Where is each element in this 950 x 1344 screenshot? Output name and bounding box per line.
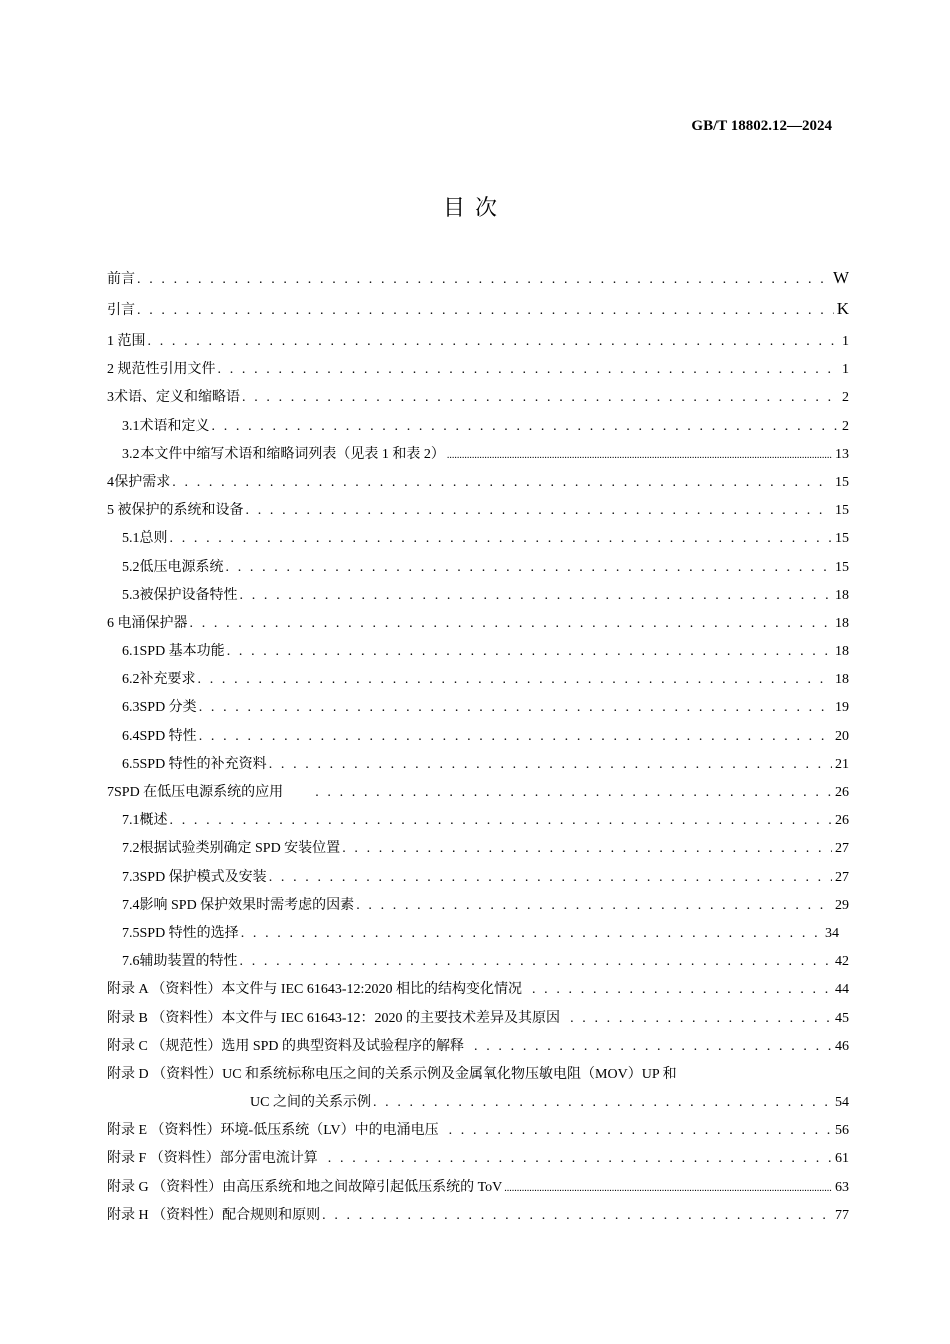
toc-leader xyxy=(148,334,840,350)
toc-entry-title: 概述 xyxy=(139,813,168,829)
toc-leader xyxy=(246,503,833,519)
toc-leader xyxy=(170,531,833,547)
toc-entry-page: 13 xyxy=(835,446,849,462)
toc-entry-number: 6.3 xyxy=(122,700,140,716)
toc-entry-title: 5 被保护的系统和设备 xyxy=(107,503,244,519)
toc-entry-page: 15 xyxy=(835,474,849,490)
toc-entry-title: 术语、定义和缩略语 xyxy=(114,390,240,406)
toc-entry-page: 18 xyxy=(835,644,849,660)
toc-entry-number: 7 xyxy=(107,785,114,800)
toc-entry[interactable] xyxy=(107,471,849,499)
toc-entry[interactable] xyxy=(107,866,849,894)
toc-entry-number: 7.1 xyxy=(122,813,140,829)
toc-leader xyxy=(447,450,832,461)
toc-entry-title: 引言 xyxy=(107,303,135,318)
toc-leader xyxy=(570,1011,832,1027)
table-of-contents xyxy=(107,268,849,1232)
toc-entry-title: 本文件中缩写术语和缩略词列表（见表 1 和表 2） xyxy=(140,446,445,462)
toc-entry-title: 附录 G （资料性）由高压系统和地之间故障引起低压系统的 ToV xyxy=(107,1179,503,1195)
toc-entry[interactable] xyxy=(107,612,849,640)
toc-entry-title: 术语和定义 xyxy=(139,418,210,434)
toc-entry[interactable] xyxy=(107,922,849,950)
toc-entry-page: 19 xyxy=(835,700,849,716)
toc-entry-title: SPD 特性的补充资料 xyxy=(139,756,267,772)
toc-entry-number: 7.5 xyxy=(122,925,140,941)
toc-leader xyxy=(342,841,832,857)
toc-entry[interactable] xyxy=(107,837,849,865)
toc-leader xyxy=(269,870,832,886)
toc-entry[interactable] xyxy=(107,1007,849,1035)
toc-entry-number: 5.1 xyxy=(122,531,140,547)
document-code: GB/T 18802.12—2024 xyxy=(691,118,832,134)
toc-entry-number: 3.1 xyxy=(122,418,140,434)
toc-entry-title: 附录 D （资料性）UC 和系统标称电压之间的关系示例及金属氧化物压敏电阻（MOV）UP 和 xyxy=(107,1066,677,1082)
toc-entry-number: 3 xyxy=(107,390,114,406)
toc-entry-title: 补充要求 xyxy=(139,672,196,688)
toc-leader xyxy=(532,982,832,998)
toc-entry[interactable] xyxy=(107,696,849,724)
toc-entry-page: 2 xyxy=(842,418,849,434)
toc-entry-number: 7.2 xyxy=(122,841,140,857)
toc-leader xyxy=(170,813,833,829)
toc-entry-number: 6.4 xyxy=(122,728,140,744)
toc-entry[interactable] xyxy=(107,753,849,781)
toc-entry[interactable] xyxy=(107,527,849,555)
toc-entry-title: SPD 保护模式及安装 xyxy=(139,869,267,885)
toc-entry-title: 1 范围 xyxy=(107,334,146,349)
toc-entry[interactable] xyxy=(107,725,849,753)
toc-leader xyxy=(504,1183,832,1194)
toc-entry-page: 63 xyxy=(835,1179,849,1195)
toc-entry-title: SPD 特性的选择 xyxy=(139,925,239,941)
toc-leader xyxy=(172,475,832,491)
toc-entry[interactable] xyxy=(107,556,849,584)
toc-entry-title: 附录 F （资料性）部分雷电流计算 xyxy=(107,1151,318,1167)
toc-entry-title: SPD 在低压电源系统的应用 xyxy=(114,785,284,800)
toc-entry-page: 26 xyxy=(835,813,849,829)
toc-leader xyxy=(449,1123,832,1139)
toc-entry[interactable] xyxy=(107,1147,849,1175)
toc-entry-page: 45 xyxy=(835,1010,849,1026)
toc-leader xyxy=(218,362,840,378)
toc-leader xyxy=(198,672,833,688)
toc-entry[interactable] xyxy=(107,1119,849,1147)
toc-leader xyxy=(241,926,822,942)
toc-leader xyxy=(240,954,833,970)
toc-entry-title: 辅助装置的特性 xyxy=(139,954,238,970)
toc-leader xyxy=(227,644,832,660)
toc-entry-number: 7.6 xyxy=(122,954,140,970)
toc-entry-number: 6.1 xyxy=(122,644,140,660)
toc-entry-page: 56 xyxy=(835,1123,849,1139)
toc-entry-page: 61 xyxy=(835,1151,849,1167)
toc-entry[interactable] xyxy=(107,330,849,358)
toc-entry-number: 5.3 xyxy=(122,587,140,603)
toc-entry-page: 2 xyxy=(842,390,849,406)
toc-entry-title: SPD 分类 xyxy=(139,700,197,716)
toc-entry-number: 3.2 xyxy=(122,446,140,462)
toc-entry-title: UC 之间的关系示例 xyxy=(250,1095,371,1111)
toc-entry[interactable] xyxy=(107,584,849,612)
toc-entry-page: 46 xyxy=(835,1038,849,1054)
toc-entry-title: 附录 B （资料性）本文件与 IEC 61643-12：2020 的主要技术差异及其原因 xyxy=(107,1010,561,1026)
toc-entry[interactable] xyxy=(107,268,849,299)
toc-leader xyxy=(373,1095,832,1111)
toc-entry[interactable] xyxy=(107,386,849,414)
toc-entry[interactable] xyxy=(107,894,849,922)
toc-entry-page: 26 xyxy=(835,785,849,800)
toc-entry-page: 1 xyxy=(842,334,849,349)
toc-entry-number: 6.5 xyxy=(122,756,140,772)
toc-leader xyxy=(137,272,830,288)
toc-entry[interactable] xyxy=(107,781,849,809)
toc-entry-title: SPD 基本功能 xyxy=(139,644,225,660)
toc-entry-title: SPD 特性 xyxy=(139,728,197,744)
toc-entry-number: 5.2 xyxy=(122,559,140,575)
toc-entry-page: 29 xyxy=(835,897,849,913)
toc-entry-title: 附录 E （资料性）环境-低压系统（LV）中的电涌电压 xyxy=(107,1123,439,1139)
toc-entry-page: 42 xyxy=(835,954,849,970)
toc-entry-page: 1 xyxy=(842,362,849,378)
toc-entry-page: 15 xyxy=(835,531,849,547)
toc-entry-title: 6 电涌保护器 xyxy=(107,615,188,631)
toc-entry[interactable] xyxy=(107,668,849,696)
toc-entry-number: 6.2 xyxy=(122,672,140,688)
toc-entry-page: 54 xyxy=(835,1095,849,1111)
toc-entry-number: 4 xyxy=(107,474,114,490)
toc-entry[interactable] xyxy=(107,950,849,978)
toc-entry-page: 44 xyxy=(835,982,849,998)
toc-entry-title: 附录 C （规范性）选用 SPD 的典型资料及试验程序的解释 xyxy=(107,1038,465,1054)
toc-leader xyxy=(356,898,832,914)
toc-entry[interactable] xyxy=(107,499,849,527)
toc-leader xyxy=(240,588,833,604)
toc-entry-page: 77 xyxy=(835,1207,849,1223)
toc-entry-page: 18 xyxy=(835,587,849,603)
toc-entry-page: 27 xyxy=(835,841,849,857)
toc-entry-number: 7.3 xyxy=(122,869,140,885)
toc-entry-title: 附录 H （资料性）配合规则和原则 xyxy=(107,1207,321,1223)
toc-entry[interactable] xyxy=(107,299,849,330)
toc-entry[interactable] xyxy=(107,1204,849,1232)
toc-entry-title: 总则 xyxy=(139,531,168,547)
toc-entry-title: 根据试验类别确定 SPD 安装位置 xyxy=(139,841,341,857)
toc-leader xyxy=(474,1039,832,1055)
toc-entry-title: 2 规范性引用文件 xyxy=(107,362,216,378)
toc-leader xyxy=(269,757,832,773)
toc-leader xyxy=(137,303,834,319)
toc-entry[interactable] xyxy=(107,1035,849,1063)
toc-leader xyxy=(242,390,839,406)
toc-entry[interactable] xyxy=(107,443,849,471)
toc-entry-title: 被保护设备特性 xyxy=(139,587,238,603)
toc-entry[interactable] xyxy=(107,358,849,386)
toc-entry[interactable] xyxy=(107,978,849,1006)
toc-entry-page: 20 xyxy=(835,728,849,744)
toc-entry-page: 18 xyxy=(835,615,849,631)
toc-entry-number: 7.4 xyxy=(122,897,140,913)
toc-leader xyxy=(199,700,832,716)
toc-leader xyxy=(212,419,840,435)
toc-leader xyxy=(322,1208,832,1224)
toc-entry-page: 18 xyxy=(835,672,849,688)
toc-leader xyxy=(190,616,833,632)
toc-title: 目次 xyxy=(442,196,507,221)
toc-entry-page: 34 xyxy=(825,925,839,941)
toc-leader xyxy=(315,785,832,801)
toc-leader xyxy=(199,729,832,745)
toc-entry-title: 附录 A （资料性）本文件与 IEC 61643-12:2020 相比的结构变化情况 xyxy=(107,982,522,998)
toc-entry-title: 影响 SPD 保护效果时需考虑的因素 xyxy=(139,897,355,913)
toc-leader xyxy=(226,560,833,576)
toc-entry-page: K xyxy=(836,299,849,318)
toc-entry[interactable] xyxy=(107,809,849,837)
toc-entry-page: 21 xyxy=(835,756,849,772)
toc-entry-title: 低压电源系统 xyxy=(139,559,224,575)
toc-entry-continuation[interactable] xyxy=(107,1091,849,1119)
toc-entry[interactable] xyxy=(107,640,849,668)
toc-entry[interactable] xyxy=(107,1063,849,1091)
toc-entry-title: 前言 xyxy=(107,272,135,287)
toc-entry-page: 27 xyxy=(835,869,849,885)
toc-entry-page: W xyxy=(832,268,849,287)
toc-entry-page: 15 xyxy=(835,503,849,519)
toc-entry-title: 保护需求 xyxy=(114,474,171,490)
toc-entry-page: 15 xyxy=(835,559,849,575)
toc-entry[interactable] xyxy=(107,1176,849,1204)
toc-leader xyxy=(328,1151,832,1167)
toc-entry[interactable] xyxy=(107,415,849,443)
